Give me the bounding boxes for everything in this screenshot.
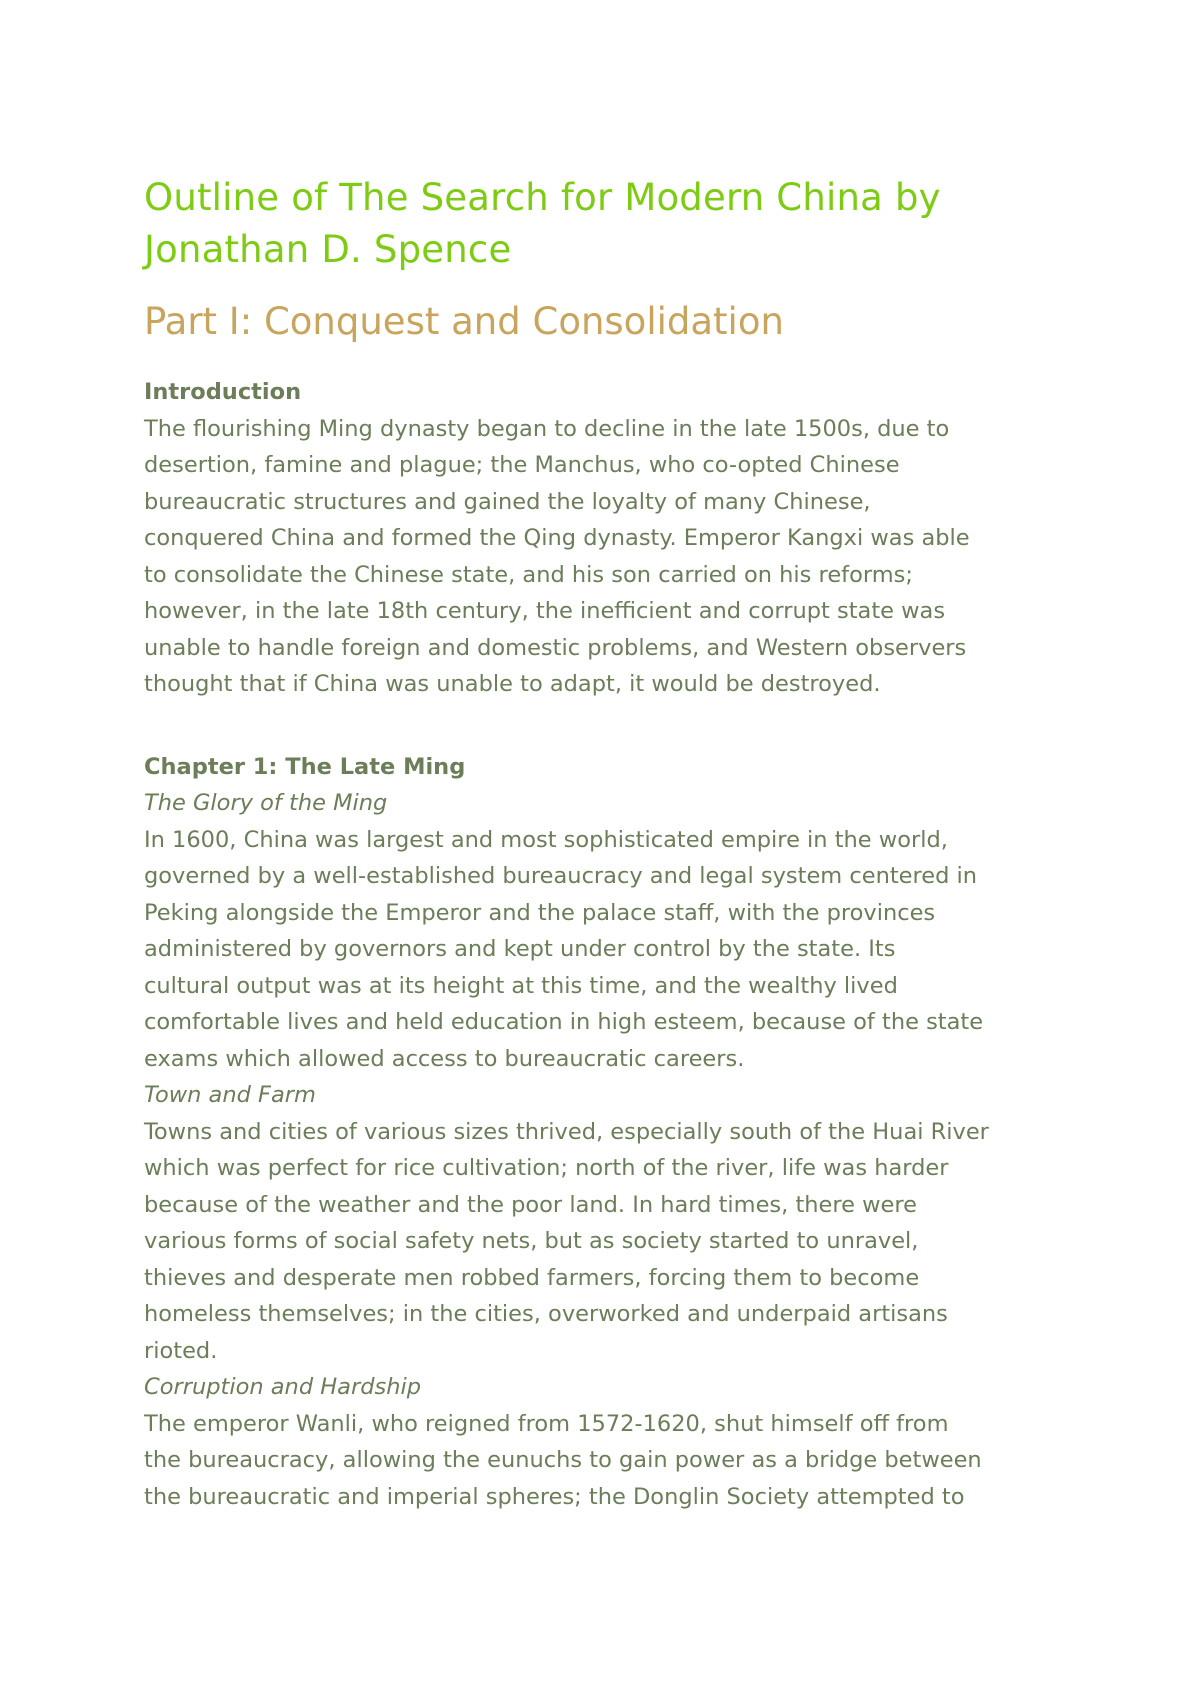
- document-title: [144, 172, 1064, 276]
- text-line: comfortable lives and held education in high esteem, because of the state: [144, 1009, 984, 1035]
- text-line: because of the weather and the poor land. In hard times, there were: [144, 1191, 917, 1218]
- text-line: the bureaucratic and imperial spheres; the Donglin Society attempted to: [144, 1483, 965, 1510]
- text-line: Peking alongside the Emperor and the palace staff, with the provinces: [144, 899, 936, 926]
- text-line: the bureaucracy, allowing the eunuchs to gain power as a bridge between: [144, 1447, 982, 1473]
- introduction-paragraph: [144, 411, 1064, 703]
- text-line: which was perfect for rice cultivation; north of the river, life was harder: [144, 1155, 949, 1181]
- section-subheading: Corruption and Hardship: [144, 1374, 422, 1400]
- introduction-heading: Introduction: [144, 379, 302, 405]
- text-line: The emperor Wanli, who reigned from 1572-1620, shut himself off from: [144, 1410, 949, 1437]
- text-line: various forms of social safety nets, but as society started to unravel,: [144, 1228, 919, 1254]
- text-line: In 1600, China was largest and most sophisticated empire in the world,: [144, 826, 948, 853]
- section-subheading: The Glory of the Ming: [144, 790, 388, 816]
- text-line: bureaucratic structures and gained the loyalty of many Chinese,: [144, 488, 871, 515]
- text-line: governed by a well-established bureaucracy and legal system centered in: [144, 863, 978, 889]
- text-line: administered by governors and kept under control by the state. Its: [144, 936, 896, 962]
- text-line: however, in the late 18th century, the inefficient and corrupt state was: [144, 598, 946, 624]
- part-title: Part I: Conquest and Consolidation: [144, 300, 784, 343]
- text-line: cultural output was at its height at this time, and the wealthy lived: [144, 972, 898, 999]
- text-line: The flourishing Ming dynasty began to decline in the late 1500s, due to: [144, 415, 950, 442]
- section-paragraph: [144, 1406, 1064, 1516]
- document-title-line: Outline of The Search for Modern China by: [144, 176, 941, 219]
- text-line: thought that if China was unable to adapt, it would be destroyed.: [144, 671, 881, 697]
- text-line: Towns and cities of various sizes thrived, especially south of the Huai River: [144, 1118, 989, 1145]
- text-line: homeless themselves; in the cities, overworked and underpaid artisans: [144, 1301, 948, 1327]
- text-line: desertion, famine and plague; the Manchus, who co-opted Chinese: [144, 452, 900, 478]
- text-line: to consolidate the Chinese state, and his son carried on his reforms;: [144, 561, 913, 588]
- section-paragraph: [144, 822, 1064, 1078]
- document-title-line: Jonathan D. Spence: [144, 228, 512, 271]
- text-line: conquered China and formed the Qing dynasty. Emperor Kangxi was able: [144, 525, 970, 551]
- text-line: thieves and desperate men robbed farmers, forcing them to become: [144, 1264, 920, 1291]
- section-subheading: Town and Farm: [144, 1082, 316, 1108]
- text-line: exams which allowed access to bureaucratic careers.: [144, 1045, 745, 1072]
- chapter-heading: Chapter 1: The Late Ming: [144, 753, 466, 780]
- text-line: unable to handle foreign and domestic problems, and Western observers: [144, 634, 967, 661]
- text-line: rioted.: [144, 1337, 218, 1364]
- section-paragraph: [144, 1114, 1064, 1370]
- document-content: [144, 172, 1064, 1515]
